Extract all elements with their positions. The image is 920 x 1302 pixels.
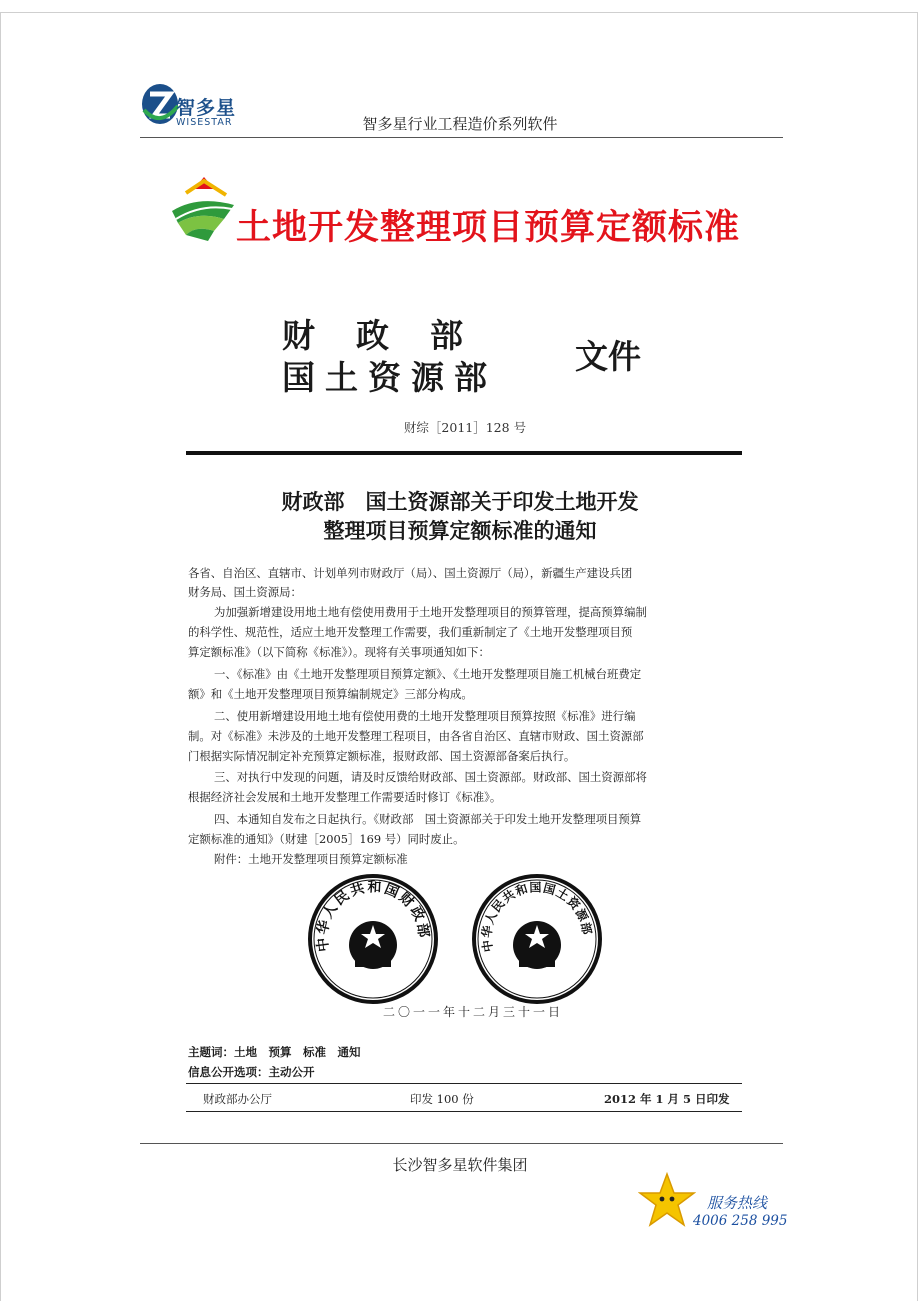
header-divider	[140, 137, 783, 138]
print-info-bottom-rule	[186, 1111, 742, 1112]
issuer-ministry-of-finance: 财政部	[282, 316, 504, 355]
hotline-label: 服务热线	[707, 1194, 768, 1212]
body-line: 二、使用新增建设用地土地有偿使用费的土地开发整理项目预算按照《标准》进行编	[214, 709, 636, 723]
hotline-number: 4006 258 995	[693, 1213, 788, 1229]
farmland-icon	[168, 175, 240, 245]
body-line: 各省、自治区、直辖市、计划单列市财政厅（局）、国土资源厅（局），新疆生产建设兵团	[188, 566, 633, 580]
disclosure-line: 信息公开选项：主动公开	[188, 1065, 315, 1079]
document-number: 财综［2011］128 号	[403, 420, 527, 435]
body-line: 四、本通知自发布之日起执行。《财政部 国土资源部关于印发土地开发整理项目预算	[214, 812, 642, 826]
svg-text:中华人民共和国国土资源部: 中华人民共和国国土资源部	[479, 880, 595, 953]
notice-title-line-2: 整理项目预算定额标准的通知	[323, 518, 597, 543]
print-count: 印发 100 份	[410, 1092, 474, 1106]
body-line: 额》和《土地开发整理项目预算编制规定》三部分构成。	[188, 687, 473, 701]
logo-name: 智多星	[176, 97, 237, 119]
body-line: 三、对执行中发现的问题，请及时反馈给财政部、国土资源部。财政部、国土资源部将	[214, 770, 647, 784]
body-line: 根据经济社会发展和土地开发整理工作需要适时修订《标准》。	[188, 790, 502, 804]
body-line: 算定额标准》（以下简称《标准》）。现将有关事项通知如下：	[188, 645, 490, 659]
signing-date: 二〇一一年十二月三十一日	[383, 1005, 564, 1019]
body-line: 财务局、国土资源局：	[188, 585, 302, 599]
notice-title-line-1: 财政部 国土资源部关于印发土地开发	[281, 489, 639, 514]
keywords-line: 主题词：土地 预算 标准 通知	[188, 1045, 361, 1059]
print-date: 2012 年 1 月 5 日印发	[604, 1092, 730, 1106]
body-line: 门根据实际情况制定补充预算定额标准，报财政部、国土资源部备案后执行。	[188, 749, 576, 763]
document-type-label: 文件	[575, 337, 641, 376]
header-title: 智多星行业工程造价系列软件	[362, 115, 558, 133]
printing-office: 财政部办公厅	[203, 1092, 272, 1106]
body-line: 的科学性、规范性，适应土地开发整理工作需要，我们重新制定了《土地开发整理项目预	[188, 625, 633, 639]
footer-divider	[140, 1143, 783, 1144]
attachment-line: 附件：土地开发整理项目预算定额标准	[214, 852, 408, 866]
body-line: 制。对《标准》未涉及的土地开发整理工程项目，由各省自治区、直辖市财政、国土资源部	[188, 729, 644, 743]
ministry-of-land-resources-seal-icon	[471, 873, 603, 1005]
star-mascot-icon	[638, 1172, 696, 1230]
svg-text:中华人民共和国财政部: 中华人民共和国财政部	[314, 879, 432, 953]
body-line: 定额标准的通知》（财建［2005］169 号）同时废止。	[188, 832, 465, 846]
body-line: 一、《标准》由《土地开发整理项目预算定额》、《土地开发整理项目施工机械台班费定	[214, 667, 642, 681]
footer-company: 长沙智多星软件集团	[392, 1156, 528, 1174]
print-info-top-rule	[186, 1083, 742, 1084]
issuer-ministry-of-land-resources: 国土资源部	[282, 358, 497, 397]
ministry-of-finance-seal-icon	[307, 873, 439, 1005]
header-rule	[186, 451, 742, 455]
banner-title: 土地开发整理项目预算定额标准	[236, 207, 741, 248]
logo-english-name: WISESTAR	[176, 117, 233, 128]
body-line: 为加强新增建设用地土地有偿使用费用于土地开发整理项目的预算管理，提高预算编制	[214, 605, 647, 619]
